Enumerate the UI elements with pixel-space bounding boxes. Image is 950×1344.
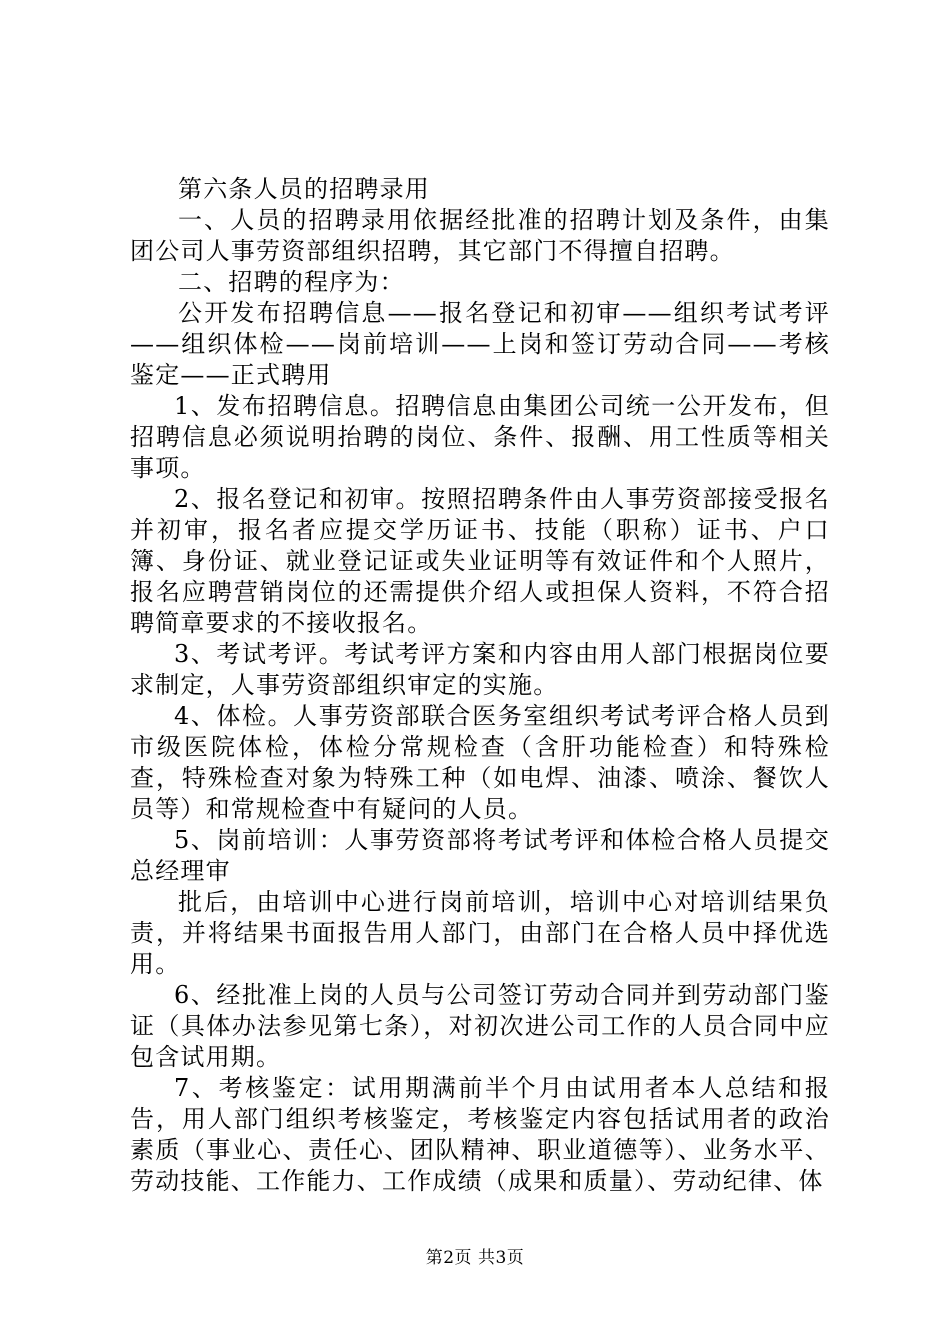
paragraph-article-title: 第六条人员的招聘录用 — [178, 175, 430, 203]
paragraph-step-2: 2、报名登记和初审。按照招聘条件由人事劳资部接受报名并初审，报名者应提交学历证书、技能（职称）证书、户口簿、身份证、就业登记证或失业证明等有效证件和个人照片，报名应聘营销岗位的还需提供介绍人或担保人资料，不符合招聘简章要求的不接收报名。 — [130, 485, 830, 637]
paragraph-section-1: 一、人员的招聘录用依据经批准的招聘计划及条件，由集团公司人事劳资部组织招聘，其它部门不得擅自招聘。 — [130, 206, 830, 265]
paragraph-step-5: 5、岗前培训：人事劳资部将考试考评和体检合格人员提交总经理审 — [130, 826, 830, 885]
paragraph-step-5-continued: 批后，由培训中心进行岗前培训，培训中心对培训结果负责，并将结果书面报告用人部门，由部门在合格人员中择优选用。 — [130, 888, 830, 978]
paragraph-step-4: 4、体检。人事劳资部联合医务室组织考试考评合格人员到市级医院体检，体检分常规检查（含肝功能检查）和特殊检查，特殊检查对象为特殊工种（如电焊、油漆、喷涂、餐饮人员等）和常规检查中有疑问的人员。 — [130, 702, 830, 823]
paragraph-step-7: 7、考核鉴定：试用期满前半个月由试用者本人总结和报告，用人部门组织考核鉴定，考核鉴定内容包括试用者的政治素质（事业心、责任心、团队精神、职业道德等）、业务水平、劳动技能、工作能力、工作成绩（成果和质量）、劳动纪律、体 — [130, 1074, 830, 1195]
page-number-footer: 第2页 共3页 — [425, 1248, 525, 1268]
document-body — [130, 174, 830, 1197]
paragraph-step-3: 3、考试考评。考试考评方案和内容由用人部门根据岗位要求制定，人事劳资部组织审定的实施。 — [130, 640, 830, 699]
paragraph-procedure-flow: 公开发布招聘信息——报名登记和初审——组织考试考评——组织体检——岗前培训——上岗和签订劳动合同——考核鉴定——正式聘用 — [130, 299, 830, 389]
paragraph-section-2: 二、招聘的程序为： — [178, 268, 405, 296]
paragraph-step-6: 6、经批准上岗的人员与公司签订劳动合同并到劳动部门鉴证（具体办法参见第七条），对初次进公司工作的人员合同中应包含试用期。 — [130, 981, 830, 1071]
paragraph-step-1: 1、发布招聘信息。招聘信息由集团公司统一公开发布，但招聘信息必须说明抬聘的岗位、条件、报酬、用工性质等相关事项。 — [130, 392, 830, 482]
